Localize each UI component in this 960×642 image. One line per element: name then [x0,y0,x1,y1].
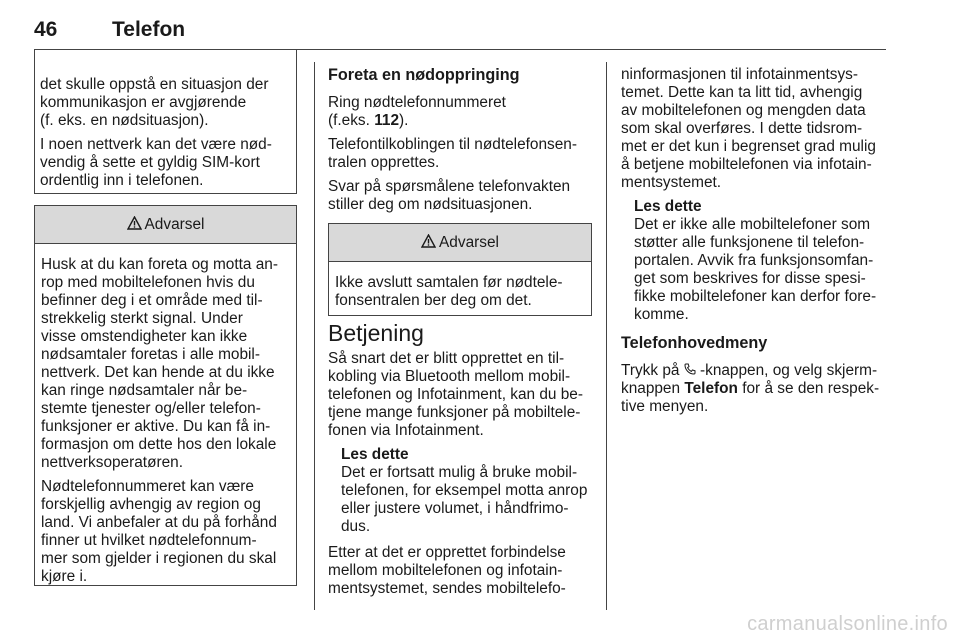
text-line: tive menyen. [621,398,709,415]
warning-box-2 [328,223,592,316]
text-line: temet. Dette kan ta litt tid, avhengig [621,84,863,101]
text-line: get som beskrives for disse spesi- [634,270,866,287]
text-line: Så snart det er blitt opprettet en til- [328,350,565,367]
column-1-text [40,76,292,196]
text-line: telefonen og Infotainment, kan du be- [328,386,583,403]
text-line: Telefontilkoblingen til nødtelefonsen- [328,136,577,153]
warning-body [35,244,296,586]
warning-paragraph [41,478,296,586]
text-line: fonen via Infotainment. [328,422,484,439]
text-line: Ring nødtelefonnummeret [328,94,506,111]
text-line: stiller deg om nødsituasjonen. [328,196,533,213]
text-line: mellom mobiltelefonen og infotain- [328,562,563,579]
warning-paragraph [41,256,296,472]
text-line: finner ut hvilket nødtelefonnum- [41,532,257,549]
connection-paragraph [328,136,598,172]
text-line: dus. [341,518,371,535]
column-divider-2 [606,62,607,610]
text-line: mentsystemet, sendes mobiltelefo- [328,580,566,597]
telefon-button-label: Telefon [684,380,738,397]
text-line: vendig å sette et gyldig SIM-kort [40,154,260,171]
text-line: tjene mange funksjoner på mobiltele- [328,404,581,421]
text-line: met er det kun i begrenset grad mulig [621,138,876,155]
warning-header [35,206,296,244]
text-line: kommunikasjon er avgjørende [40,94,247,111]
text-line: av mobiltelefonen og mengden data [621,102,866,119]
text-line: Det er fortsatt mulig å bruke mobil- [341,464,578,481]
column-2-text [328,66,598,220]
text-line: kan ringe nødsamtaler når be- [41,382,248,399]
emergency-call-heading: Foreta en nødoppringing [328,66,520,84]
note-title: Les dette [341,446,409,463]
text-line: Husk at du kan foreta og motta an- [41,256,278,273]
note-title: Les dette [634,198,702,215]
warning-triangle-icon [421,234,436,252]
warning-triangle-icon [127,216,142,234]
connection-info-paragraph [328,544,600,598]
answer-paragraph [328,178,598,214]
warning-box-1 [34,205,297,586]
intro-paragraph [40,76,292,130]
text-line: eller justere volumet, i håndfrimo- [341,500,569,517]
note-block [634,198,889,324]
text-line: mentsystemet. [621,174,722,191]
warning-header [329,224,591,262]
phone-icon [684,362,696,380]
text-line: nettverksoperatøren. [41,454,184,471]
watermark-brand: carmanualsonline.info [747,613,948,635]
text-fragment: ). [399,112,409,129]
text-line: (f. eks. en nødsituasjon). [40,112,209,129]
text-line: ninformasjonen til infotainmentsys- [621,66,858,83]
transfer-paragraph [621,66,889,192]
text-line: fikke mobiltelefoner kan derfor fore- [634,288,877,305]
text-line: stemte tjenester og/eller telefon- [41,400,261,417]
text-line: befinner deg i et område med til- [41,292,263,309]
text-line [621,380,889,398]
text-line: Ikke avslutt samtalen før nødtele- [335,274,563,291]
text-line: I noen nettverk kan det være nød- [40,136,272,153]
text-line: Det er ikke alle mobiltelefoner som [634,216,871,233]
text-line: mer som gjelder i regionen du skal [41,550,277,567]
text-line: det skulle oppstå en situasjon der [40,76,269,93]
main-menu-paragraph [621,362,889,416]
text-line: tralen opprettes. [328,154,440,171]
text-fragment: Trykk på [621,362,684,379]
note-block [341,446,600,536]
column-2-lower-text [328,320,600,604]
sim-paragraph [40,136,292,190]
text-fragment: for å se den respek- [737,380,880,397]
operation-paragraph [328,350,600,440]
text-line: rop med mobiltelefonen hvis du [41,274,255,291]
text-line: å betjene mobiltelefonen via infotain- [621,156,872,173]
text-fragment: knappen [621,380,685,397]
text-line: Etter at det er opprettet forbindelse [328,544,566,561]
text-line: kjøre i. [41,568,88,585]
text-line: formasjon om dette hos den lokale [41,436,277,453]
text-line: kobling via Bluetooth mellom mobil- [328,368,571,385]
text-line: funksjoner er aktive. Du kan få in- [41,418,271,435]
text-line: forskjellig avhengig av region og [41,496,261,513]
text-line: støtter alle funksjonene til telefon- [634,234,865,251]
chapter-title: Telefon [112,18,186,41]
text-line: strekkelig sterkt signal. Under [41,310,243,327]
text-fragment: (f.eks. [328,112,375,129]
text-line: land. Vi anbefaler at du på forhånd [41,514,277,531]
text-line: Svar på spørsmålene telefonvakten [328,178,571,195]
text-line: nettverk. Det kan hende at du ikke [41,364,275,381]
page-header [34,18,886,48]
section-heading: Betjening [328,320,424,346]
warning-body [329,262,591,310]
warning-title: Advarsel [144,215,205,233]
emergency-number: 112 [374,112,400,129]
text-line: Nødtelefonnummeret kan være [41,478,254,495]
main-menu-heading: Telefonhovedmeny [621,334,768,352]
text-line: fonsentralen ber deg om det. [335,292,532,309]
text-line: som skal overføres. I dette tidsrom- [621,120,863,137]
text-line [621,362,889,380]
call-number-paragraph [328,94,598,130]
text-fragment: -knappen, og velg skjerm- [695,362,878,379]
text-line: komme. [634,306,689,323]
text-line [328,112,598,130]
column-divider-1 [314,62,315,610]
column-3-text [621,66,889,422]
text-line: visse omstendigheter kan ikke [41,328,248,345]
warning-title: Advarsel [439,233,499,251]
text-line: ordentlig inn i telefonen. [40,172,204,189]
page-number: 46 [34,18,58,41]
text-line: nødsamtaler foretas i alle mobil- [41,346,260,363]
text-line: portalen. Avvik fra funksjonsomfan- [634,252,874,269]
text-line: telefonen, for eksempel motta anrop [341,482,588,499]
